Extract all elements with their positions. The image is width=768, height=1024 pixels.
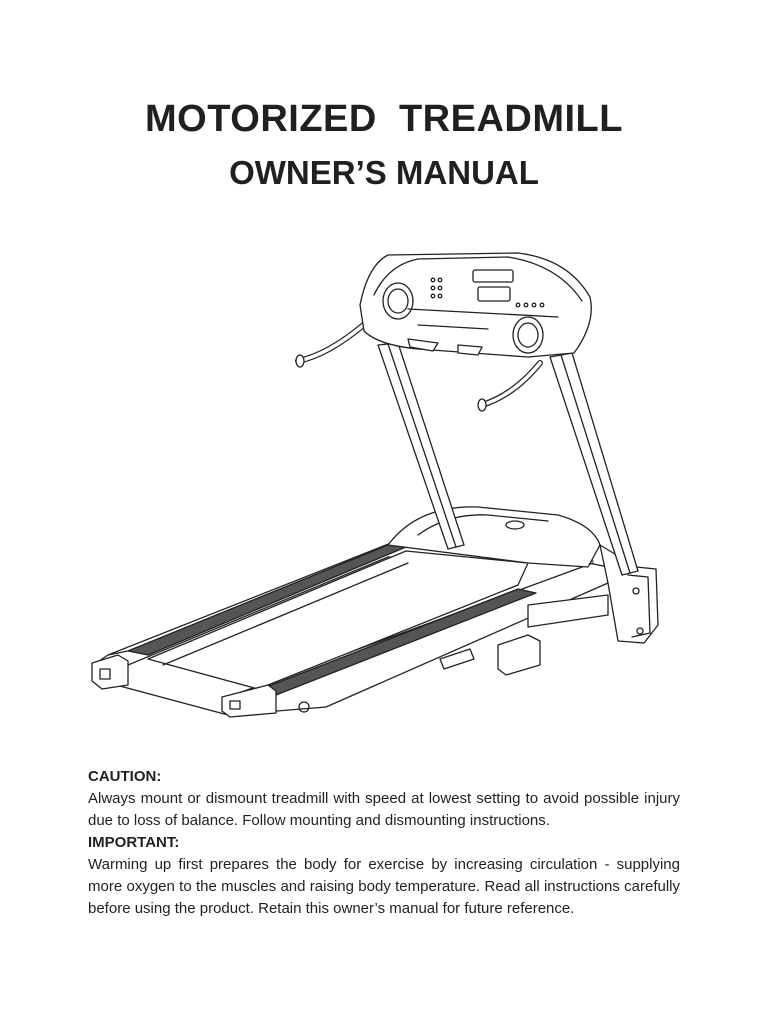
caution-text: Always mount or dismount treadmill with speed at lowest setting to avoid possible injury due to loss of balance. Follow mounting and dismounting instructions. (88, 790, 680, 829)
important-label: IMPORTANT: (88, 834, 180, 851)
safety-notes (88, 766, 680, 920)
manual-title: MOTORIZED TREADMILL (145, 98, 623, 140)
treadmill-illustration (88, 245, 668, 725)
caution-label: CAUTION: (88, 768, 162, 785)
console (360, 253, 591, 357)
manual-subtitle: OWNER’S MANUAL (229, 154, 539, 191)
important-text: Warming up first prepares the body for exercise by increasing circulation - supplying more oxygen to the muscles and raising body temperature. Read all instructions carefully before using the product. Retain this owner’s manual for future reference. (88, 856, 680, 917)
